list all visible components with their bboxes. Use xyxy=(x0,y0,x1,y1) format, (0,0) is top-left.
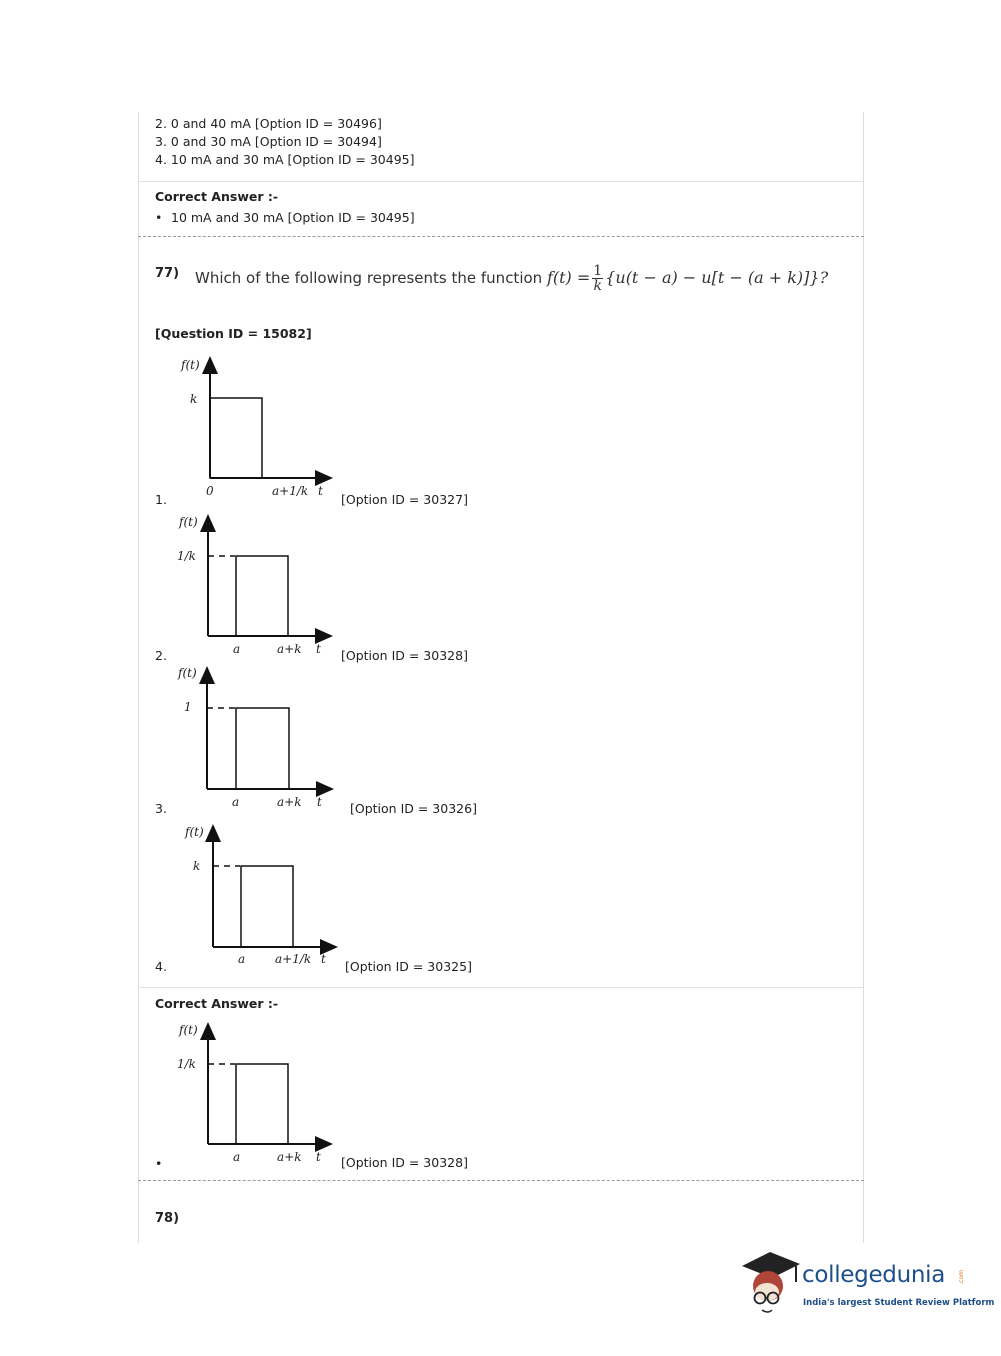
correct-answer-id: [Option ID = 30328] xyxy=(341,1155,468,1170)
x-axis-label: t xyxy=(317,795,322,809)
option-1-graph xyxy=(165,352,345,507)
level-label: 1 xyxy=(184,700,192,714)
y-axis-label: f(t) xyxy=(181,358,200,372)
option-2-id: [Option ID = 30328] xyxy=(341,648,468,663)
prev-correct-heading: Correct Answer :- xyxy=(155,189,279,204)
option-3-graph xyxy=(165,662,345,812)
correct-answer-bullet: • xyxy=(155,1156,163,1171)
prev-correct-bullet: • xyxy=(155,210,163,225)
fraction-denominator: k xyxy=(593,278,602,294)
formula-fraction xyxy=(592,264,603,293)
pulse-rect xyxy=(210,398,262,478)
frame-left-border xyxy=(138,112,139,1243)
logo-tagline: India's largest Student Review Platform xyxy=(803,1298,995,1308)
y-axis-label: f(t) xyxy=(178,666,197,680)
question-stem: Which of the following represents the function xyxy=(195,269,543,287)
question-text xyxy=(195,264,828,293)
fraction-numerator: 1 xyxy=(593,263,603,279)
option-4-graph xyxy=(170,820,350,972)
x-start-label: a xyxy=(238,952,246,966)
prev-option-3: 3. 0 and 30 mA [Option ID = 30494] xyxy=(155,134,382,149)
level-label: 1/k xyxy=(177,1057,196,1071)
frame-right-border xyxy=(863,112,864,1243)
pulse-rect xyxy=(236,708,289,789)
x-end-label: a+1/k xyxy=(275,952,312,966)
question-separator xyxy=(138,1180,864,1181)
x-start-label: 0 xyxy=(206,484,214,498)
level-label: k xyxy=(190,392,198,406)
question-number: 78) xyxy=(155,1211,180,1226)
option-1-id: [Option ID = 30327] xyxy=(341,492,468,507)
option-3-number: 3. xyxy=(155,801,167,816)
formula-lhs: f(t) = xyxy=(546,268,591,287)
formula-rhs: {u(t − a) − u[t − (a + k)]}? xyxy=(605,268,829,287)
x-axis-label: t xyxy=(316,642,321,656)
pulse-rect xyxy=(241,866,293,947)
level-label: 1/k xyxy=(177,549,196,563)
x-axis-label: t xyxy=(316,1150,321,1164)
question-id: [Question ID = 15082] xyxy=(155,326,312,341)
prev-correct-answer: 10 mA and 30 mA [Option ID = 30495] xyxy=(171,210,415,225)
correct-answer-heading: Correct Answer :- xyxy=(155,996,279,1011)
divider xyxy=(138,987,864,988)
x-start-label: a xyxy=(232,795,240,809)
x-end-label: a+k xyxy=(277,795,302,809)
x-axis-label: t xyxy=(318,484,323,498)
y-axis-label: f(t) xyxy=(179,1023,198,1037)
question-separator xyxy=(138,236,864,237)
y-axis-label: f(t) xyxy=(185,825,204,839)
x-start-label: a xyxy=(233,642,241,656)
option-2-graph xyxy=(165,510,345,662)
x-end-label: a+k xyxy=(277,642,302,656)
x-end-label: a+k xyxy=(277,1150,302,1164)
prev-option-4: 4. 10 mA and 30 mA [Option ID = 30495] xyxy=(155,152,415,167)
x-axis-label: t xyxy=(321,952,326,966)
x-start-label: a xyxy=(233,1150,241,1164)
pulse-rect xyxy=(236,556,288,636)
option-3-id: [Option ID = 30326] xyxy=(350,801,477,816)
divider xyxy=(138,181,864,182)
option-4-number: 4. xyxy=(155,959,167,974)
logo-wordmark: collegedunia xyxy=(802,1262,946,1288)
level-label: k xyxy=(193,859,201,873)
question-number: 77) xyxy=(155,266,180,281)
option-4-id: [Option ID = 30325] xyxy=(345,959,472,974)
y-axis-label: f(t) xyxy=(179,515,198,529)
logo-domain-suffix: .com xyxy=(958,1270,965,1285)
pulse-rect xyxy=(236,1064,288,1144)
x-end-label: a+1/k xyxy=(272,484,309,498)
option-1-number: 1. xyxy=(155,492,167,507)
correct-answer-graph xyxy=(165,1018,345,1170)
option-2-number: 2. xyxy=(155,648,167,663)
prev-option-2: 2. 0 and 40 mA [Option ID = 30496] xyxy=(155,116,382,131)
